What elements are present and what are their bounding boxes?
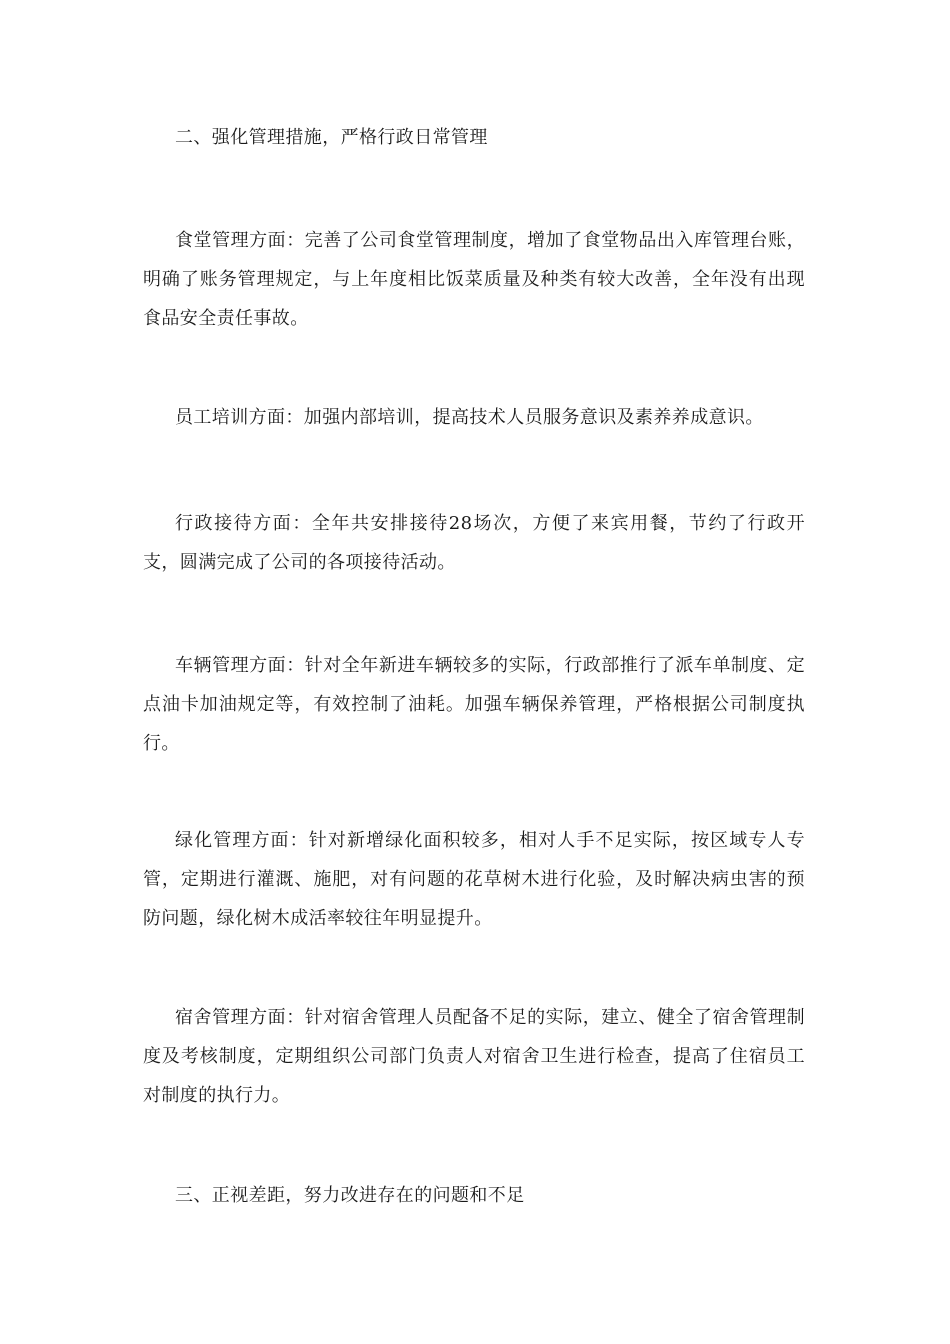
paragraph-dormitory: 宿舍管理方面：针对宿舍管理人员配备不足的实际，建立、健全了宿舍管理制度及考核制度，定期组织公司部门负责人对宿舍卫生进行检查，提高了住宿员工对制度的执行力。	[143, 1007, 805, 1106]
paragraph-canteen: 食堂管理方面：完善了公司食堂管理制度，增加了食堂物品出入库管理台账，明确了账务管理规定，与上年度相比饭菜质量及种类有较大改善，全年没有出现食品安全责任事故。	[143, 230, 805, 329]
paragraph-greening: 绿化管理方面：针对新增绿化面积较多，相对人手不足实际，按区域专人专管，定期进行灌溉、施肥，对有问题的花草树木进行化验，及时解决病虫害的预防问题，绿化树木成活率较往年明显提升。	[143, 830, 805, 929]
section-heading-3: 三、正视差距，努力改进存在的问题和不足	[175, 1185, 525, 1206]
paragraph-vehicles: 车辆管理方面：针对全年新进车辆较多的实际，行政部推行了派车单制度、定点油卡加油规定等，有效控制了油耗。加强车辆保养管理，严格根据公司制度执行。	[143, 655, 805, 754]
paragraph-training: 员工培训方面：加强内部培训，提高技术人员服务意识及素养养成意识。	[175, 407, 764, 428]
paragraph-reception: 行政接待方面：全年共安排接待28场次，方便了来宾用餐，节约了行政开支，圆满完成了公司的各项接待活动。	[143, 513, 805, 573]
section-heading-2: 二、强化管理措施，严格行政日常管理	[175, 127, 488, 148]
